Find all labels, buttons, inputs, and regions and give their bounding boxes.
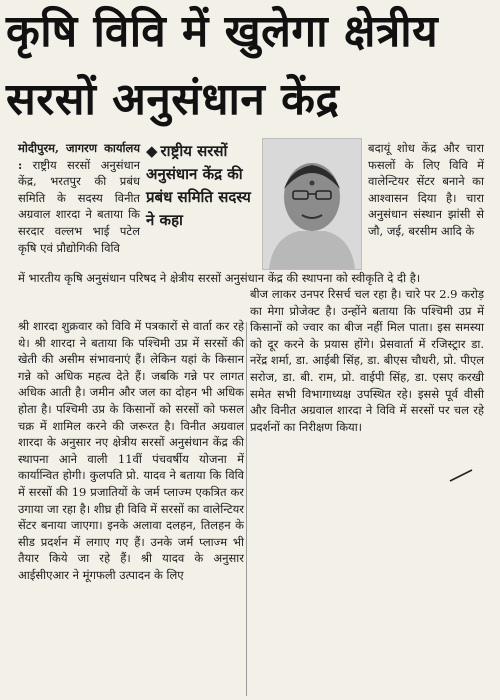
diamond-bullet-icon: ◆ <box>146 142 158 160</box>
right-column-text: बदायूं शोध केंद्र और चारा फसलों के लिए विवि में वालेन्टियर सेंटर बनाने का आश्वासन दिया है। चारा अनुसंधान संस्थान झांसी से जौ, जई, बरसीम आदि के <box>368 141 484 238</box>
portrait-photo <box>262 138 362 270</box>
article-full-width-text <box>18 270 484 287</box>
pen-mark-icon <box>448 468 474 484</box>
article-column-right <box>368 140 484 240</box>
bottom-left-text: श्री शारदा शुक्रवार को विवि में पत्रकारों से वार्ता कर रहे थे। श्री शारदा ने बताया कि पश्चिमी उप्र में सरसों की खेती की असीम संभावनाएं हैं। लेकिन यहां के किसान गन्ने को अधिक महत्व देते हैं। जबकि गन्ने पर लागत अधिक आती है। जमीन और जल का दोहन भी अधिक होता है। पश्चिमी उप्र के किसानों को सरसों को फसल चक्र में शामिल करने की जरूरत है। विनीत अग्रवाल शारदा के अनुसार नए क्षेत्रीय सरसों अनुसंधान केंद्र की स्थापना आने वाली 11वीं पंचवर्षीय योजना में कार्यान्वित होगी। कुलपति प्रो. यादव ने बताया कि विवि में सरसों की 19 प्रजातियों के जर्म प्लाज्म एकत्रित कर उगाया जा रहा है। शीघ्र ही विवि में सरसों का वालेन्टियर सेंटर बनाया जाएगा। इनके अलावा दलहन, तिलहन के सीड प्रदर्शन में लगाए गए हैं। उनके जर्म प्लाज्म भी तैयार किये जा रहे हैं। श्री यादव के अनुसार आईसीएआर ने मूंगफली उत्पादन के लिए <box>18 319 244 582</box>
column-divider <box>246 322 247 696</box>
left-column-text: राष्ट्रीय सरसों अनुसंधान केंद्र, भरतपुर की प्रबंध समिति के सदस्य विनीत अग्रवाल शारदा ने बताया कि सरदार वल्लभ भाई पटेल कृषि एवं प्रौद्योगिकी विवि <box>18 157 141 255</box>
full-width-text: में भारतीय कृषि अनुसंधान परिषद ने क्षेत्रीय सरसों अनुसंधान केंद्र की स्थापना को स्वीकृति दे दी है। <box>18 271 421 285</box>
pull-quote-text: राष्ट्रीय सरसों अनुसंधान केंद्र की प्रबंध समिति सदस्य ने कहा <box>146 142 251 229</box>
article-column-bottom-right <box>250 286 484 435</box>
bottom-right-text: बीज लाकर उनपर रिसर्च चल रहा है। चारे पर 2.9 करोड़ का मेगा प्रोजेक्ट है। उन्होंने बताया कि पश्चिमी उप्र में किसानों को ज्वार का बीज नहीं मिल पाता। इस समस्या को दूर करने के प्रयास होंगे। प्रेसवार्ता में रजिस्ट्रार डा. नरेंद्र शर्मा, डा. आईबी सिंह, डा. बीएस चौधरी, प्रो. पीएल सरोज, डा. बी. राम, प्रो. वाईपी सिंह, डा. एसए करखी समेत सभी विभागाध्यक्ष उपस्थित रहे। इससे पूर्व वीसी और विनीत अग्रवाल शारदा ने विवि में सरसों पर चल रहे प्रदर्शनों का निरीक्षण किया। <box>250 287 484 434</box>
article-column-left <box>18 140 140 256</box>
dateline: मोदीपुरम, जागरण कार्यालय : <box>18 141 140 172</box>
headline-line-1: कृषि विवि में खुलेगा क्षेत्रीय <box>6 6 439 57</box>
pull-quote <box>146 140 256 232</box>
article-column-bottom-left <box>18 318 244 584</box>
portrait-image <box>263 139 361 269</box>
headline-line-2: सरसों अनुसंधान केंद्र <box>6 74 340 125</box>
